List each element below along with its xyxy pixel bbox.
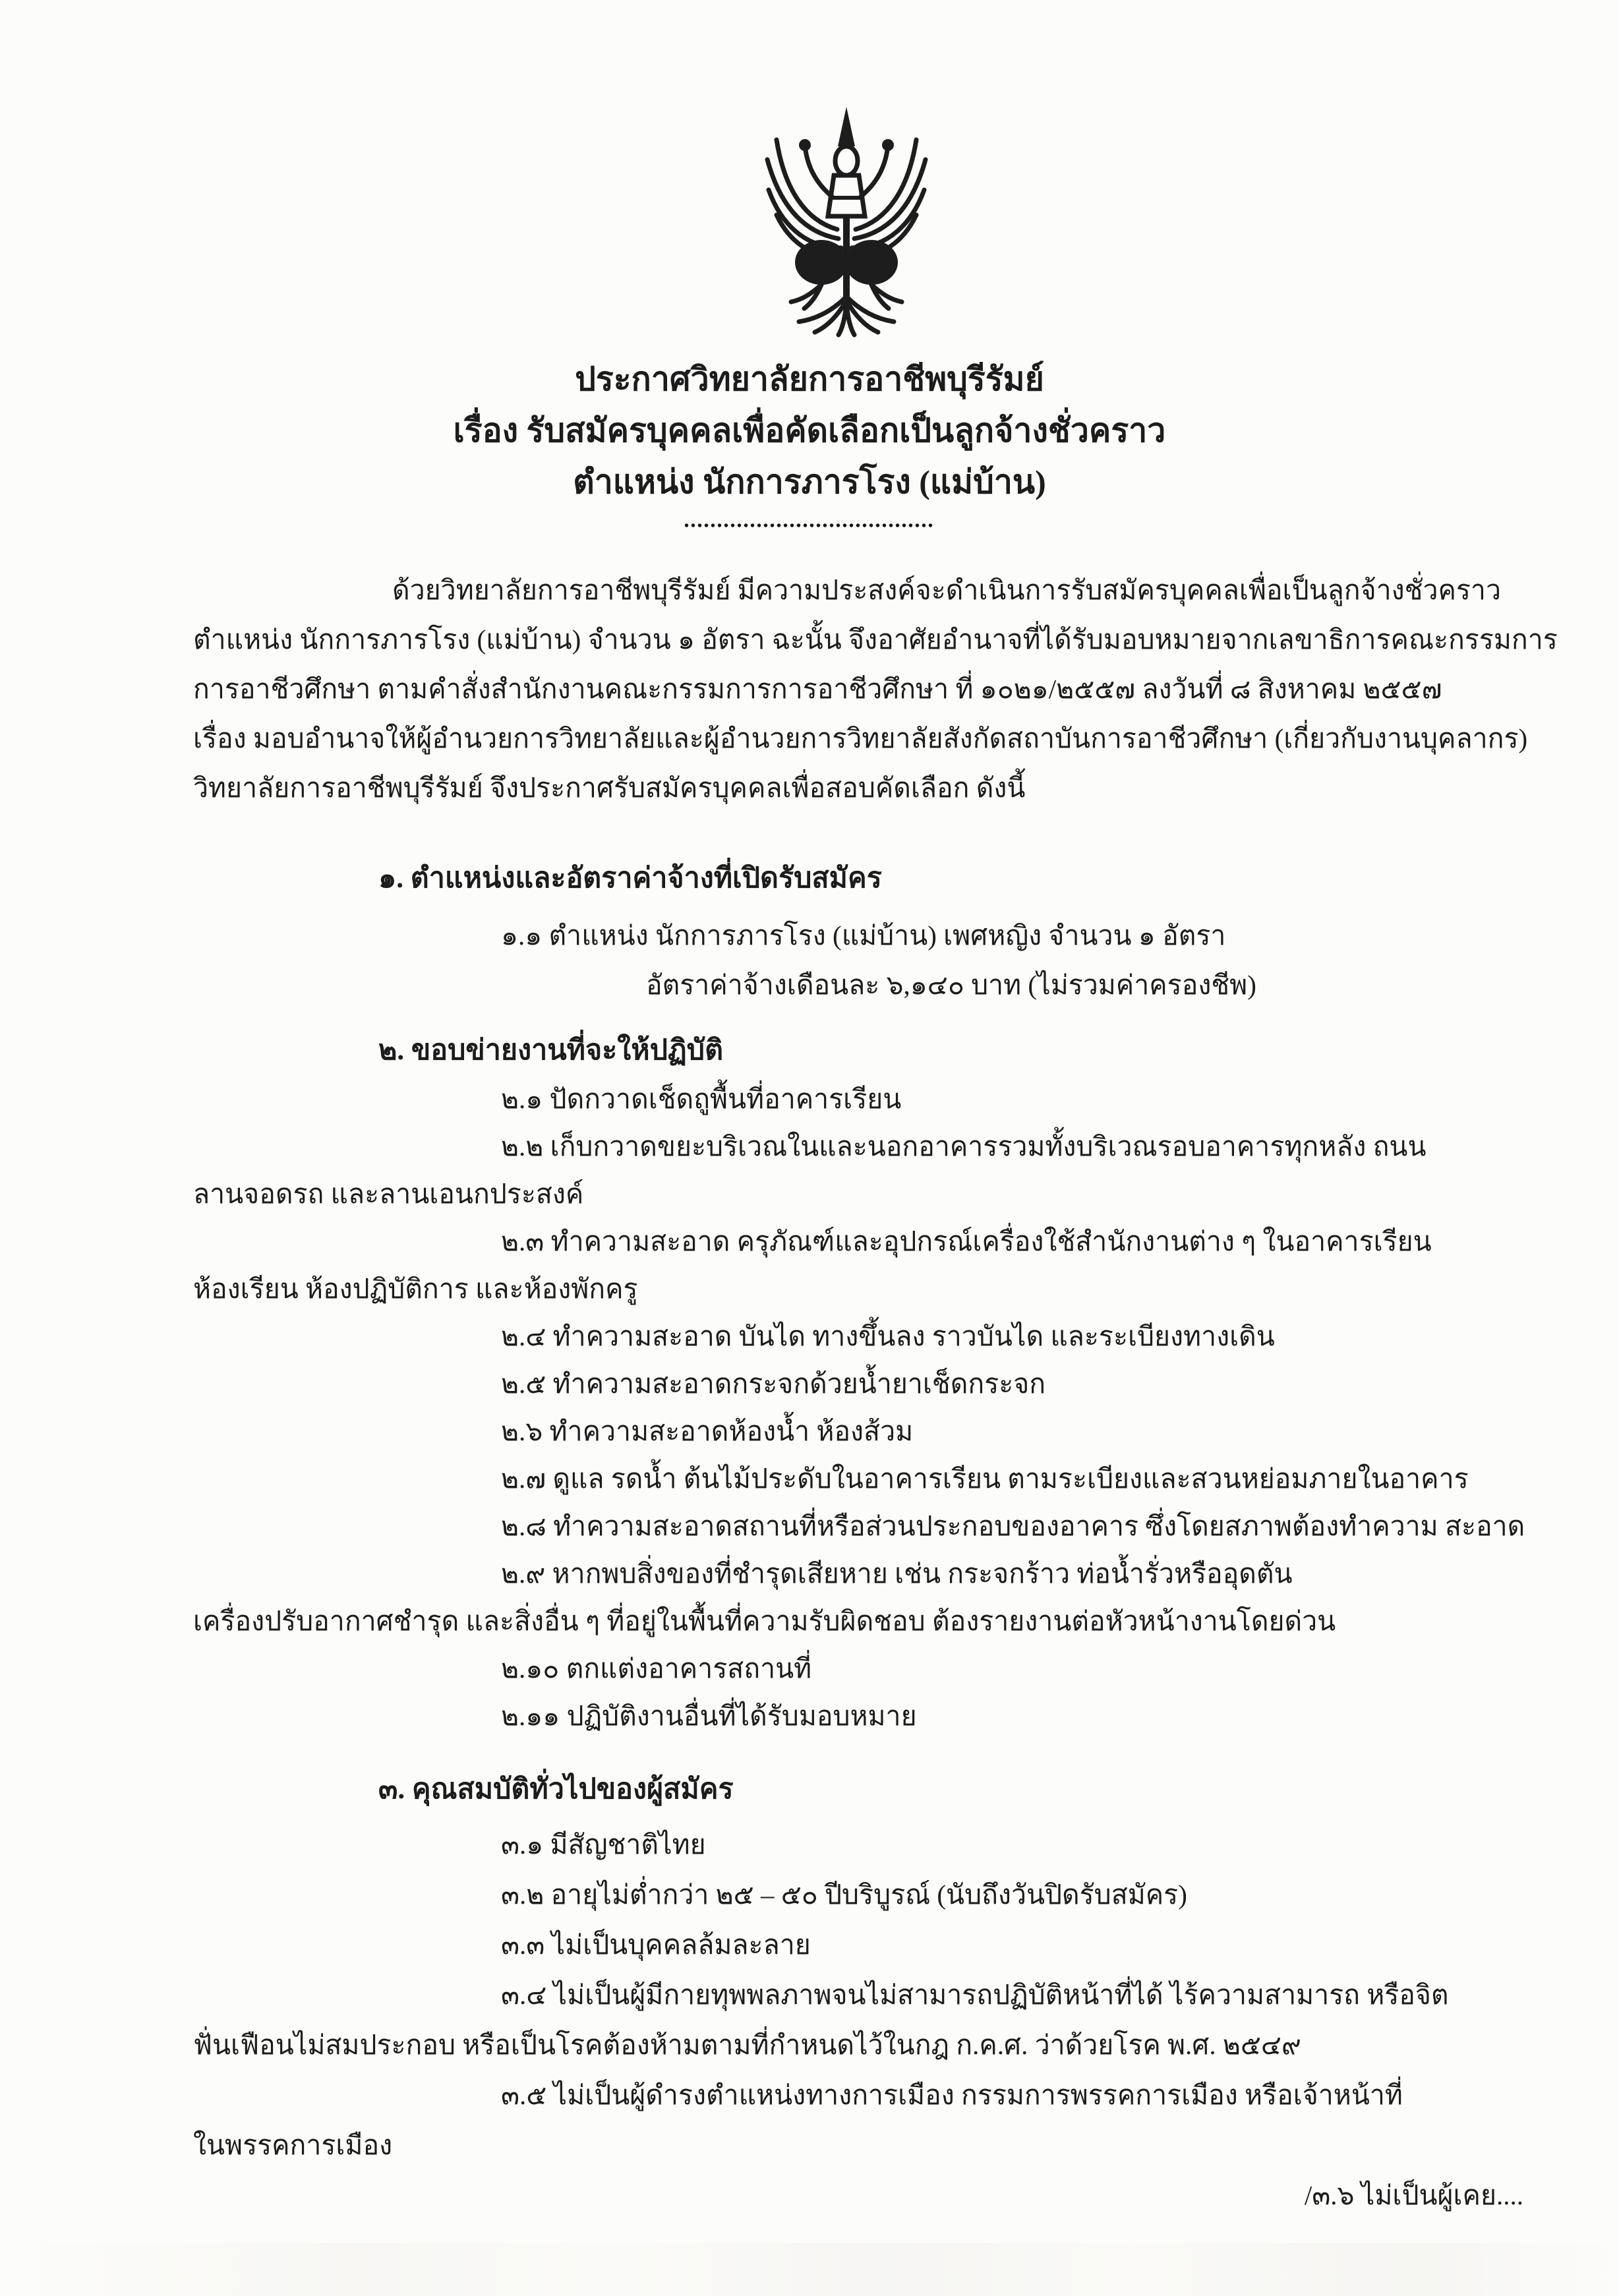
section-2-item: ๒.๘ ทำความสะอาดสถานที่หรือส่วนประกอบของอาคาร ซึ่งโดยสภาพต้องทำความ สะอาด <box>501 1511 1525 1541</box>
section-2-item: ๒.๖ ทำความสะอาดห้องน้ำ ห้องส้วม <box>501 1416 914 1446</box>
section-3-item: ๓.๒ อายุไม่ต่ำกว่า ๒๕ – ๕๐ ปีบริบูรณ์ (นับถึงวันปิดรับสมัคร) <box>501 1879 1187 1910</box>
intro-line: วิทยาลัยการอาชีพบุรีรัมย์ จึงประกาศรับสมัครบุคคลเพื่อสอบคัดเลือก ดังนี้ <box>193 773 1026 803</box>
document-subject: เรื่อง รับสมัครบุคคลเพื่อคัดเลือกเป็นลูกจ้างชั่วคราว <box>453 412 1166 449</box>
dotted-separator: •••••••••••••••••••••••••••••••••••••• <box>684 519 935 533</box>
intro-line: ด้วยวิทยาลัยการอาชีพบุรีรัมย์ มีความประสงค์จะดำเนินการรับสมัครบุคคลเพื่อเป็นลูกจ้างชั่วคราว <box>392 575 1501 605</box>
section-2-item: ๒.๓ ทำความสะอาด ครุภัณฑ์และอุปกรณ์เครื่องใช้สำนักงานต่าง ๆ ในอาคารเรียน <box>501 1226 1432 1256</box>
document-position-title: ตำแหน่ง นักการภารโรง (แม่บ้าน) <box>573 463 1046 500</box>
intro-line: เรื่อง มอบอำนาจให้ผู้อำนวยการวิทยาลัยและผู้อำนวยการวิทยาลัยสังกัดสถาบันการอาชีวศึกษา (เกี่ยวกับงานบุคลากร) <box>193 723 1528 753</box>
intro-line: ตำแหน่ง นักการภารโรง (แม่บ้าน) จำนวน ๑ อัตรา ฉะนั้น จึงอาศัยอำนาจที่ได้รับมอบหมายจากเลขาธิการคณะกรรมการ <box>193 624 1558 655</box>
document-title: ประกาศวิทยาลัยการอาชีพบุรีรัมย์ <box>575 361 1044 397</box>
section-3-item-continuation: ในพรรคการเมือง <box>193 2130 393 2160</box>
section-2-heading: ๒. ขอบข่ายงานที่จะให้ปฏิบัติ <box>378 1035 723 1066</box>
section-3-heading: ๓. คุณสมบัติทั่วไปของผู้สมัคร <box>378 1774 734 1805</box>
section-2-item: ๒.๒ เก็บกวาดขยะบริเวณในและนอกอาคารรวมทั้งบริเวณรอบอาคารทุกหลัง ถนน <box>501 1131 1427 1162</box>
section-2-item: ๒.๑ ปัดกวาดเช็ดถูพื้นที่อาคารเรียน <box>501 1084 902 1114</box>
section-1-heading: ๑. ตำแหน่งและอัตราค่าจ้างที่เปิดรับสมัคร <box>378 863 882 894</box>
section-2-item: ๒.๑๐ ตกแต่งอาคารสถานที่ <box>501 1653 812 1684</box>
section-2-item: ๒.๗ ดูแล รดน้ำ ต้นไม้ประดับในอาคารเรียน ตามระเบียงและสวนหย่อมภายในอาคาร <box>501 1463 1469 1494</box>
section-3-item: ๓.๑ มีสัญชาติไทย <box>501 1829 706 1860</box>
section-2-item-continuation: ลานจอดรถ และลานเอนกประสงค์ <box>193 1179 584 1209</box>
section-2-item: ๒.๕ ทำความสะอาดกระจกด้วยน้ำยาเช็ดกระจก <box>501 1369 1046 1399</box>
section-2-item: ๒.๙ หากพบสิ่งของที่ชำรุดเสียหาย เช่น กระจกร้าว ท่อน้ำรั่วหรืออุดตัน <box>501 1558 1293 1589</box>
section-3-item: ๓.๓ ไม่เป็นบุคคลล้มละลาย <box>501 1929 811 1960</box>
section-1-item-1-1: ๑.๑ ตำแหน่ง นักการภารโรง (แม่บ้าน) เพศหญิง จำนวน ๑ อัตรา <box>501 920 1226 951</box>
intro-line: การอาชีวศึกษา ตามคำสั่งสำนักงานคณะกรรมการการอาชีวศึกษา ที่ ๑๐๒๑/๒๕๕๗ ลงวันที่ ๘ สิงหาคม ๒๕๕๗ <box>193 674 1442 704</box>
scan-artifact <box>0 2243 1619 2296</box>
section-1-salary-line: อัตราค่าจ้างเดือนละ ๖,๑๔๐ บาท (ไม่รวมค่าครองชีพ) <box>646 970 1256 1000</box>
page-continuation-note: /๓.๖ ไม่เป็นผู้เคย.... <box>1304 2180 1523 2210</box>
section-3-item-continuation: ฟั่นเฟือนไม่สมประกอบ หรือเป็นโรคต้องห้ามตามที่กำหนดไว้ในกฎ ก.ค.ศ. ว่าด้วยโรค พ.ศ. ๒๕๔๙ <box>193 2030 1301 2060</box>
section-2-item: ๒.๑๑ ปฏิบัติงานอื่นที่ได้รับมอบหมาย <box>501 1701 917 1731</box>
section-2-item-continuation: ห้องเรียน ห้องปฏิบัติการ และห้องพักครู <box>193 1274 638 1304</box>
garuda-emblem-icon <box>744 99 949 341</box>
section-3-item: ๓.๕ ไม่เป็นผู้ดำรงตำแหน่งทางการเมือง กรรมการพรรคการเมือง หรือเจ้าหน้าที่ <box>501 2080 1403 2110</box>
section-2-item: ๒.๔ ทำความสะอาด บันได ทางขึ้นลง ราวบันได และระเบียงทางเดิน <box>501 1321 1275 1351</box>
section-2-item-continuation: เครื่องปรับอากาศชำรุด และสิ่งอื่น ๆ ที่อยู่ในพื้นที่ความรับผิดชอบ ต้องรายงานต่อหัวหน้างานโดยด่วน <box>193 1606 1336 1636</box>
section-3-item: ๓.๔ ไม่เป็นผู้มีกายทุพพลภาพจนไม่สามารถปฏิบัติหน้าที่ได้ ไร้ความสามารถ หรือจิต <box>501 1980 1449 2010</box>
